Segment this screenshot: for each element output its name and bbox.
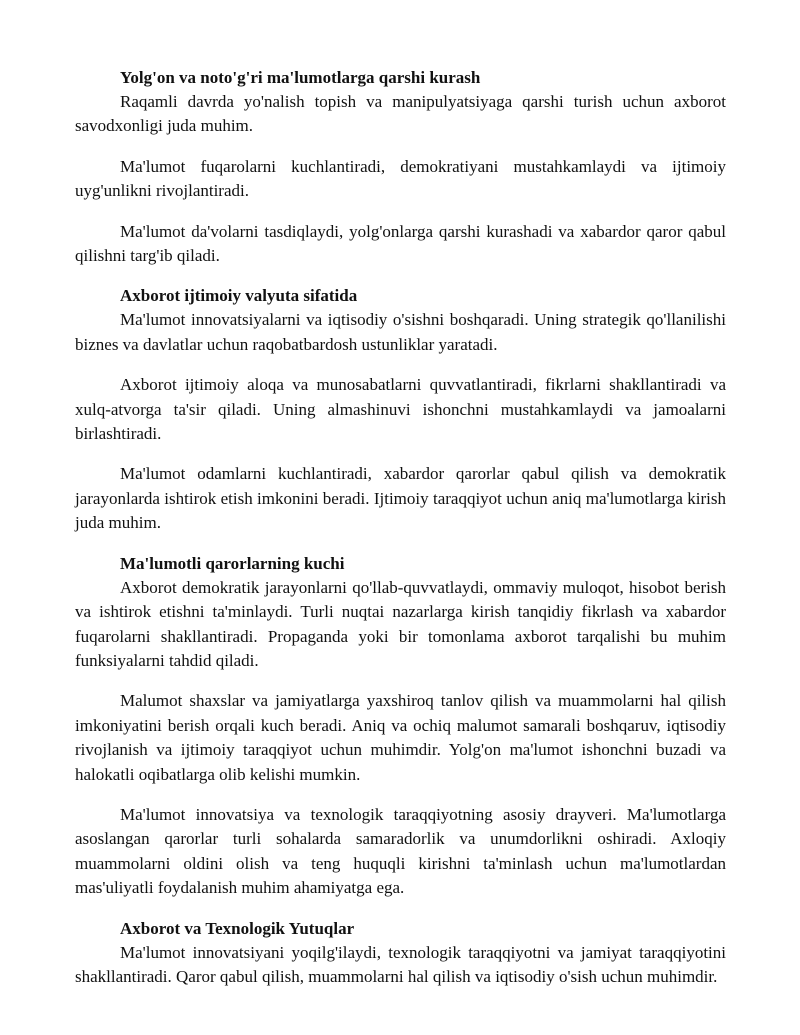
paragraph: Ma'lumot fuqarolarni kuchlantiradi, demokratiyani mustahkamlaydi va ijtimoiy uyg'unlikni rivojlantiradi.	[75, 156, 726, 201]
paragraph: Ma'lumot innovatsiyalarni va iqtisodiy o'sishni boshqaradi. Uning strategik qo'llanilishi biznes va davlatlar uchun raqobatbardosh ustunliklar yaratadi.	[75, 310, 726, 354]
document-page	[75, 66, 726, 1005]
section-informed-decisions	[75, 552, 726, 901]
section-heading: Axborot va Texnologik Yutuqlar	[120, 918, 355, 938]
paragraph: Raqamli davrda yo'nalish topish va manipulyatsiyaga qarshi turish uchun axborot savodxonligi juda muhim.	[75, 92, 726, 136]
paragraph: Axborot ijtimoiy aloqa va munosabatlarni quvvatlantiradi, fikrlarni shakllantiradi va xulq-atvorga ta'sir qiladi. Uning almashinuvi ishonchni mustahkamlaydi va jamoalarni birlashtiradi.	[75, 375, 726, 444]
section-heading: Yolg'on va noto'g'ri ma'lumotlarga qarshi kurash	[120, 68, 481, 87]
section-social-currency	[75, 284, 726, 535]
paragraph: Malumot shaxslar va jamiyatlarga yaxshiroq tanlov qilish va muammolarni hal qilish imkoniyatini berish orqali kuch beradi. Aniq va ochiq malumot samarali boshqaruv, iqtisodiy rivojlanish va ijtimoiy taraqqiyot uchun muhimdir. Yolg'on ma'lumot ishonchni buzadi va halokatli oqibatlarga olib kelishi mumkin.	[75, 691, 726, 784]
section-heading: Axborot ijtimoiy valyuta sifatida	[120, 286, 358, 306]
section-heading: Ma'lumotli qarorlarning kuchi	[120, 553, 345, 573]
paragraph: Ma'lumot da'volarni tasdiqlaydi, yolg'onlarga qarshi kurashadi va xabardor qaror qabul qilishni targ'ib qiladi.	[75, 221, 726, 266]
section-misinformation	[75, 66, 726, 268]
paragraph: Axborot demokratik jarayonlarni qo'llab-quvvatlaydi, ommaviy muloqot, hisobot berish va ishtirok etishni ta'minlaydi. Turli nuqtai nazarlarga kirish tanqidiy fikrlash va xabardor fuqarolarni shakllantiradi. Propaganda yoki bir tomonlama axborot tarqalishi bu muhim funksiyalarni tahdid qiladi.	[75, 577, 726, 670]
section-tech-advances	[75, 917, 726, 990]
paragraph: Ma'lumot innovatsiya va texnologik taraqqiyotning asosiy drayveri. Ma'lumotlarga asoslangan qarorlar turli sohalarda samaradorlik va unumdorlikni oshiradi. Axloqiy muammolarni oldini olish va teng huquqli kirishni ta'minlash uchun ma'lumotlardan mas'uliyatli foydalanish muhim ahamiyatga ega.	[75, 804, 726, 898]
paragraph: Ma'lumot innovatsiyani yoqilg'ilaydi, texnologik taraqqiyotni va jamiyat taraqqiyotini shakllantiradi. Qaror qabul qilish, muammolarni hal qilish va iqtisodiy o'sish uchun muhimdir.	[75, 942, 726, 986]
paragraph: Ma'lumot odamlarni kuchlantiradi, xabardor qarorlar qabul qilish va demokratik jarayonlarda ishtirok etish imkonini beradi. Ijtimoiy taraqqiyot uchun aniq ma'lumotlarga kirish juda muhim.	[75, 464, 726, 533]
